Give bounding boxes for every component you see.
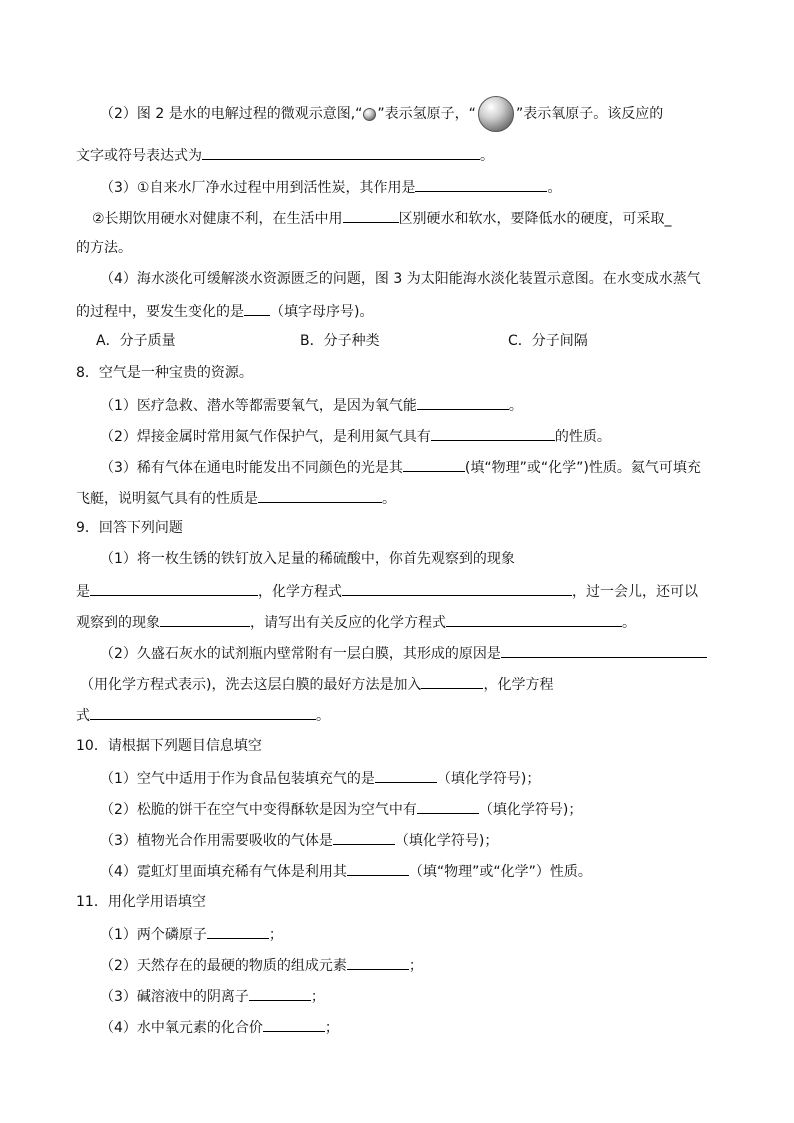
q7-part3-line1: [100, 176, 561, 198]
q7-part2-text-d: 文字或符号表达式为: [76, 148, 202, 164]
q11-part1-text: （1）两个磷原子: [100, 927, 207, 943]
answer-blank[interactable]: [431, 425, 555, 441]
q7-part2-text-b: ”表示氢原子，“: [377, 106, 476, 122]
q7-part2-line1: [100, 96, 663, 132]
answer-blank[interactable]: [347, 860, 409, 876]
q7-part3-line2: [92, 207, 672, 229]
q9-part1-line1: [100, 549, 515, 569]
q10-part4-text-b: （填“物理”或“化学”）性质。: [408, 864, 592, 880]
q7-part3-line3: [76, 238, 132, 258]
q9-part2-text-b: （用化学方程式表示)，洗去这层白膜的最好方法是加入: [80, 677, 422, 693]
q9-part1-text-a: （1）将一枚生锈的铁钉放入足量的稀硫酸中，你首先观察到的现象: [100, 551, 515, 567]
answer-blank[interactable]: [446, 611, 622, 627]
q7-part3-text-d: 区别硬水和软水，要降低水的硬度，可采取_: [398, 211, 672, 227]
q8-part3-text-a: （3）稀有气体在通电时能发出不同颜色的光是其: [100, 460, 403, 476]
answer-blank[interactable]: [263, 1016, 325, 1032]
answer-blank[interactable]: [333, 829, 395, 845]
q9-part2-text-d: 式: [76, 708, 90, 724]
q9-part1-line2: [76, 580, 698, 602]
answer-blank[interactable]: [375, 767, 437, 783]
oxygen-atom-icon: [478, 96, 514, 132]
answer-blank[interactable]: [343, 207, 399, 223]
q10-part2-text-a: （2）松脆的饼干在空气中变得酥软是因为空气中有: [100, 802, 417, 818]
q9-part2-text-e: 。: [316, 708, 330, 724]
option-a[interactable]: A．分子质量: [96, 333, 176, 349]
q9-part2-line3: [76, 704, 330, 726]
q11-part4-text: （4）水中氧元素的化合价: [100, 1020, 263, 1036]
q10-part1: [100, 767, 540, 789]
answer-blank[interactable]: [249, 985, 311, 1001]
q10-part1-text-b: （填化学符号)；: [436, 771, 541, 787]
q7-part2-text-c: ”表示氧原子。该反应的: [515, 106, 664, 122]
q8-part1-text-a: （1）医疗急救、潜水等都需要氧气，是因为氧气能: [100, 398, 417, 414]
q10-part4: [100, 860, 592, 882]
q7-part3-text-b: 。: [547, 180, 562, 196]
hydrogen-atom-icon: [363, 108, 376, 121]
answer-blank[interactable]: [258, 487, 382, 503]
q11-part2-end: ；: [408, 958, 423, 974]
q11-part4: [100, 1016, 339, 1038]
q7-part4-text-b: 的过程中，要发生变化的是: [76, 304, 244, 320]
q7-part2-text-e: 。: [480, 148, 494, 164]
q7-part4-line2: [76, 300, 373, 322]
q8-part3-line1: [100, 456, 701, 478]
q10-part3: [100, 829, 498, 851]
q7-part3-text-e: 的方法。: [76, 240, 132, 256]
answer-blank[interactable]: [417, 394, 509, 410]
answer-blank[interactable]: [207, 923, 269, 939]
q8-part2-text-a: （2）焊接金属时常用氮气作保护气，是利用氮气具有: [100, 429, 431, 445]
answer-blank[interactable]: [415, 176, 547, 192]
q7-part2-text-a: （2）图 2 是水的电解过程的微观示意图,“: [100, 106, 363, 122]
q10-part2: [100, 798, 582, 820]
q9-part1-text-g: 。: [622, 615, 636, 631]
answer-blank[interactable]: [347, 954, 409, 970]
q9-part1-text-f: ，请写出有关反应的化学方程式: [250, 615, 446, 631]
q9-title: 9．回答下列问题: [76, 520, 183, 536]
q8-part3-text-b: (填“物理”或“化学”)性质。氦气可填充: [464, 460, 701, 476]
answer-blank[interactable]: [160, 611, 250, 627]
q8-part2: [100, 425, 611, 447]
q8-part3-text-d: 。: [382, 491, 396, 507]
option-b[interactable]: B．分子种类: [300, 333, 380, 349]
q11-part3: [100, 985, 325, 1007]
q11-part2: [100, 954, 423, 976]
q9-part2-text-c: ，化学方程: [483, 677, 554, 693]
q8-title: 8．空气是一种宝贵的资源。: [76, 365, 253, 381]
answer-blank[interactable]: [90, 580, 258, 596]
q7-part3-text-a: （3）①自来水厂净水过程中用到活性炭，其作用是: [100, 180, 416, 196]
q9-part2-text-a: （2）久盛石灰水的试剂瓶内壁常附有一层白膜，其形成的原因是: [100, 646, 501, 662]
q10-title: 10．请根据下列题目信息填空: [76, 738, 262, 754]
q11-title: 11．用化学用语填空: [76, 894, 206, 910]
q11-part3-end: ；: [310, 989, 325, 1005]
q9-part1-text-e: 观察到的现象: [76, 615, 160, 631]
answer-blank[interactable]: [90, 704, 316, 720]
q9-part2-line1: [100, 642, 707, 664]
q10-part3-text-a: （3）植物光合作用需要吸收的气体是: [100, 833, 333, 849]
q8-part3-text-c: 飞艇，说明氦气具有的性质是: [76, 491, 258, 507]
q7-part4-text-a: （4）海水淡化可缓解淡水资源匮乏的问题，图 3 为太阳能海水淡化装置示意图。在水变成水蒸气: [100, 271, 701, 287]
answer-blank[interactable]: [244, 300, 270, 316]
q10-part2-text-b: （填化学符号)；: [478, 802, 583, 818]
q7-part4-text-c: （填字母序号)。: [270, 304, 374, 320]
q11-part3-text: （3）碱溶液中的阴离子: [100, 989, 249, 1005]
answer-blank[interactable]: [342, 580, 572, 596]
answer-blank[interactable]: [421, 673, 483, 689]
q11-part1: [100, 923, 283, 945]
option-c[interactable]: C．分子间隔: [508, 333, 588, 349]
q11-part4-end: ；: [324, 1020, 339, 1036]
q8-part3-line2: [76, 487, 396, 509]
q10-part3-text-b: （填化学符号)；: [394, 833, 499, 849]
q8-part1-text-b: 。: [508, 398, 523, 414]
q7-part3-text-c: ②长期饮用硬水对健康不利，在生活中用: [92, 211, 343, 227]
q9-part1-text-d: ，过一会儿，还可以: [572, 584, 698, 600]
answer-blank[interactable]: [501, 642, 707, 658]
answer-blank[interactable]: [417, 798, 479, 814]
q9-part1-text-b: 是: [76, 584, 90, 600]
q8-part1: [100, 394, 523, 416]
q9-part1-line3: [76, 611, 636, 633]
q7-part2-line2: [76, 144, 494, 166]
q9-part2-line2: [80, 673, 553, 695]
answer-blank[interactable]: [202, 144, 480, 160]
answer-blank[interactable]: [403, 456, 465, 472]
q11-part1-end: ；: [268, 927, 283, 943]
q10-part4-text-a: （4）霓虹灯里面填充稀有气体是利用其: [100, 864, 347, 880]
q10-part1-text-a: （1）空气中适用于作为食品包装填充气的是: [100, 771, 375, 787]
q7-part4-line1: [100, 269, 701, 289]
q11-part2-text: （2）天然存在的最硬的物质的组成元素: [100, 958, 347, 974]
q9-part1-text-c: ，化学方程式: [258, 584, 342, 600]
q8-part2-text-b: 的性质。: [554, 429, 611, 445]
